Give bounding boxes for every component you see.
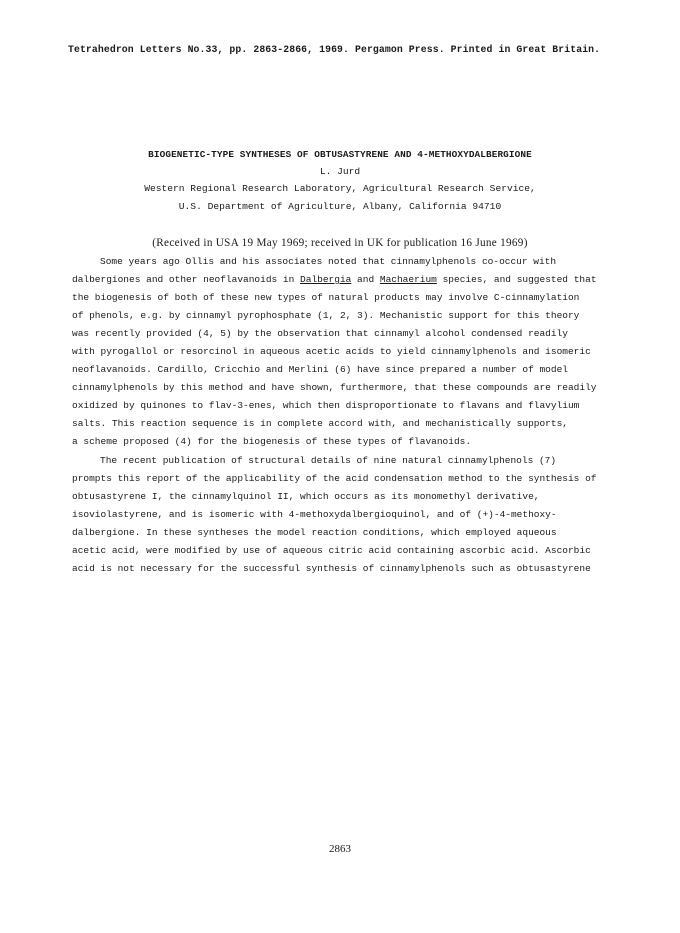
paragraph-1-line-1: Some years ago Ollis and his associates noted that cinnamylphenols co-occur with <box>100 256 557 267</box>
journal-citation-header: Tetrahedron Letters No.33, pp. 2863-2866, 1969. Pergamon Press. Printed in Great Britain. <box>68 44 601 55</box>
paragraph-2-line-3: obtusastyrene I, the cinnamylquinol II, which occurs as its monomethyl derivative, <box>72 491 540 502</box>
paragraph-1-line-10: salts. This reaction sequence is in complete accord with, and mechanistically supports, <box>72 418 568 429</box>
genus-dalbergia: Dalbergia <box>300 274 352 285</box>
affiliation-line-1: Western Regional Research Laboratory, Agricultural Research Service, <box>144 183 536 194</box>
text-span: dalbergiones and other neoflavanoids in <box>72 274 301 285</box>
paragraph-2-line-4: isoviolastyrene, and is isomeric with 4-methoxydalbergioquinol, and of (+)-4-methoxy- <box>72 509 557 520</box>
affiliation-line-2: U.S. Department of Agriculture, Albany, California 94710 <box>178 201 502 212</box>
paragraph-2-line-7: acid is not necessary for the successful synthesis of cinnamylphenols such as obtusastyrene <box>72 563 591 574</box>
paragraph-1-line-7: neoflavanoids. Cardillo, Cricchio and Merlini (6) have since prepared a number of model <box>72 364 568 375</box>
paragraph-2-line-5: dalbergione. In these syntheses the model reaction conditions, which employed aqueous <box>72 527 557 538</box>
paragraph-2-line-2: prompts this report of the applicability of the acid condensation method to the synthesis of <box>72 473 597 484</box>
author-name: L. Jurd <box>319 166 361 177</box>
genus-machaerium: Machaerium <box>379 274 437 285</box>
paragraph-1-line-8: cinnamylphenols by this method and have shown, furthermore, that these compounds are readily <box>72 382 597 393</box>
text-span: and <box>351 274 380 285</box>
paragraph-1-line-2 <box>72 274 597 286</box>
paragraph-1-line-5: was recently provided (4, 5) by the observation that cinnamyl alcohol condensed readily <box>72 328 568 339</box>
paragraph-1-line-9: oxidized by quinones to flav-3-enes, which then disproportionate to flavans and flavylium <box>72 400 580 411</box>
paragraph-1-line-3: the biogenesis of both of these new types of natural products may involve C-cinnamylation <box>72 292 580 303</box>
paragraph-1-line-11: a scheme proposed (4) for the biogenesis of these types of flavanoids. <box>72 436 472 447</box>
paragraph-1-line-4: of phenols, e.g. by cinnamyl pyrophosphate (1, 2, 3). Mechanistic support for this theory <box>72 310 580 321</box>
paragraph-2-line-6: acetic acid, were modified by use of aqueous citric acid containing ascorbic acid. Ascorbic <box>72 545 591 556</box>
received-dates: (Received in USA 19 May 1969; received in UK for publication 16 June 1969) <box>152 237 528 249</box>
text-span: species, and suggested that <box>436 274 597 285</box>
paragraph-1-line-6: with pyrogallol or resorcinol in aqueous acetic acids to yield cinnamylphenols and isomeric <box>72 346 591 357</box>
paragraph-2-line-1: The recent publication of structural details of nine natural cinnamylphenols (7) <box>100 455 557 466</box>
page-number: 2863 <box>329 843 351 855</box>
article-title: BIOGENETIC-TYPE SYNTHESES OF OBTUSASTYRENE AND 4-METHOXYDALBERGIONE <box>148 149 532 160</box>
